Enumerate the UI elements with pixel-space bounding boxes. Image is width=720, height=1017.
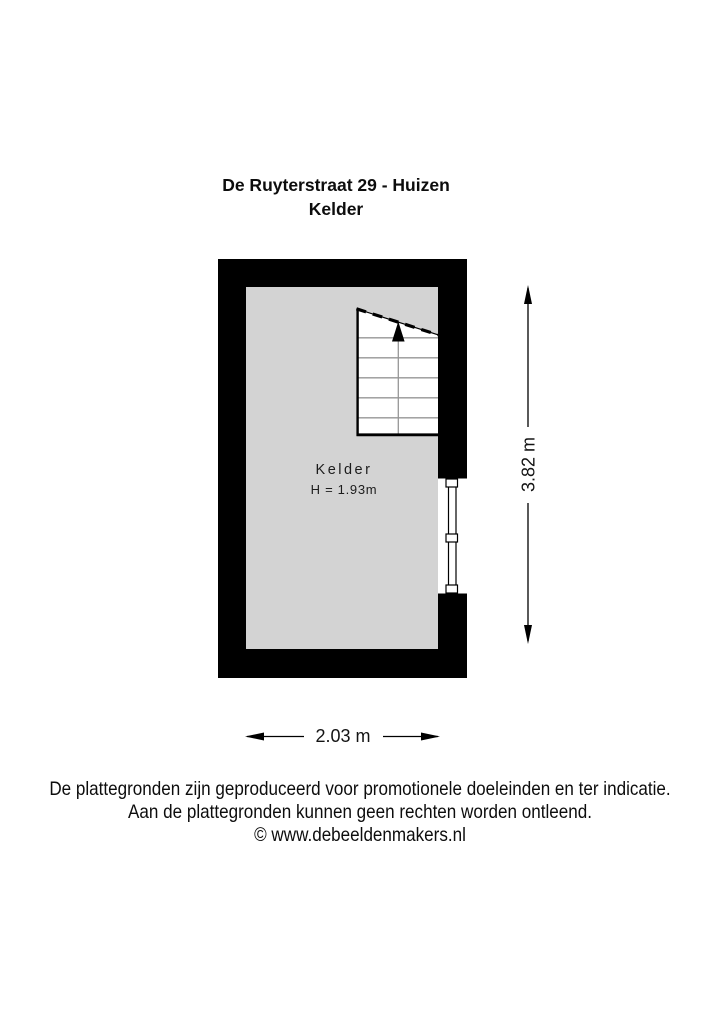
footer bbox=[45, 778, 675, 847]
room-name: Kelder bbox=[315, 462, 373, 478]
window-sill-top bbox=[446, 479, 458, 487]
arrow-right-icon bbox=[421, 733, 440, 741]
width-dimension-label: 2.03 m bbox=[315, 726, 371, 746]
page-title bbox=[0, 173, 672, 221]
title-address: De Ruyterstraat 29 - Huizen bbox=[222, 175, 450, 195]
title-floor: Kelder bbox=[308, 199, 364, 219]
arrow-left-icon bbox=[245, 733, 264, 741]
footer-disclaimer-line1: De plattegronden zijn geproduceerd voor promotionele doeleinden en ter indicatie. bbox=[49, 778, 671, 800]
room-ceiling-height: H = 1.93m bbox=[310, 482, 378, 497]
window-sill-bottom bbox=[446, 585, 458, 593]
footer-credit: © www.debeeldenmakers.nl bbox=[254, 824, 466, 846]
footer-disclaimer-line2: Aan de plattegronden kunnen geen rechten worden ontleend. bbox=[128, 801, 592, 823]
arrow-up-icon bbox=[524, 285, 532, 304]
height-dimension-label: 3.82 m bbox=[518, 436, 539, 493]
arrow-down-icon bbox=[524, 625, 532, 644]
window-divider bbox=[446, 534, 458, 542]
room-label bbox=[244, 461, 444, 499]
